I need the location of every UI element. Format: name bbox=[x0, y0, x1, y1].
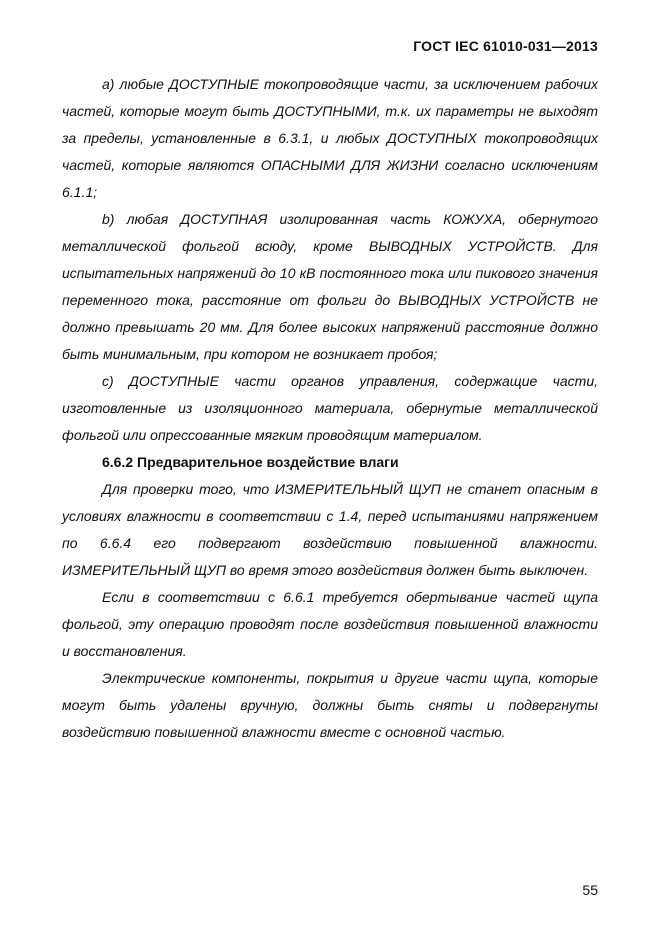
section-paragraph: Для проверки того, что ИЗМЕРИТЕЛЬНЫЙ ЩУП не станет опасным в условиях влажности в соответствии с 1.4, перед испытаниями напряжением по 6.6.4 его подвергают воздействию повышенной влажности. ИЗМЕРИТЕЛЬНЫЙ ЩУП во время этого воздействия должен быть выключен. bbox=[62, 481, 598, 578]
section-paragraph: Если в соответствии с 6.6.1 требуется обертывание частей щупа фольгой, эту операцию проводят после воздействия повышенной влажности и восстановления. bbox=[62, 589, 598, 659]
list-item-c: с) ДОСТУПНЫЕ части органов управления, содержащие части, изготовленные из изоляционного материала, обернутые металлической фольгой или опрессованные мягким проводящим материалом. bbox=[62, 373, 598, 443]
section-paragraph: Электрические компоненты, покрытия и другие части щупа, которые могут быть удалены вручную, должны быть сняты и подвергнуты воздействию повышенной влажности вместе с основной частью. bbox=[62, 670, 598, 740]
standard-header: ГОСТ IEC 61010-031—2013 bbox=[413, 38, 598, 54]
page-number: 55 bbox=[582, 882, 598, 898]
document-body bbox=[62, 71, 598, 746]
list-item-b: b) любая ДОСТУПНАЯ изолированная часть КОЖУХА, обернутого металлической фольгой всюду, кроме ВЫВОДНЫХ УСТРОЙСТВ. Для испытательных напряжений до 10 кВ постоянного тока или пикового значения переменного тока, расстояние от фольги до ВЫВОДНЫХ УСТРОЙСТВ не должно превышать 20 мм. Для более высоких напряжений расстояние должно быть минимальным, при котором не возникает пробоя; bbox=[62, 211, 598, 362]
list-item-a: а) любые ДОСТУПНЫЕ токопроводящие части, за исключением рабочих частей, которые могут быть ДОСТУПНЫМИ, т.к. их параметры не выходят за пределы, установленные в 6.3.1, и любых ДОСТУПНЫХ токопроводящих частей, которые являются ОПАСНЫМИ ДЛЯ ЖИЗНИ согласно исключениям 6.1.1; bbox=[62, 76, 598, 200]
section-heading: 6.6.2 Предварительное воздействие влаги bbox=[102, 454, 399, 470]
